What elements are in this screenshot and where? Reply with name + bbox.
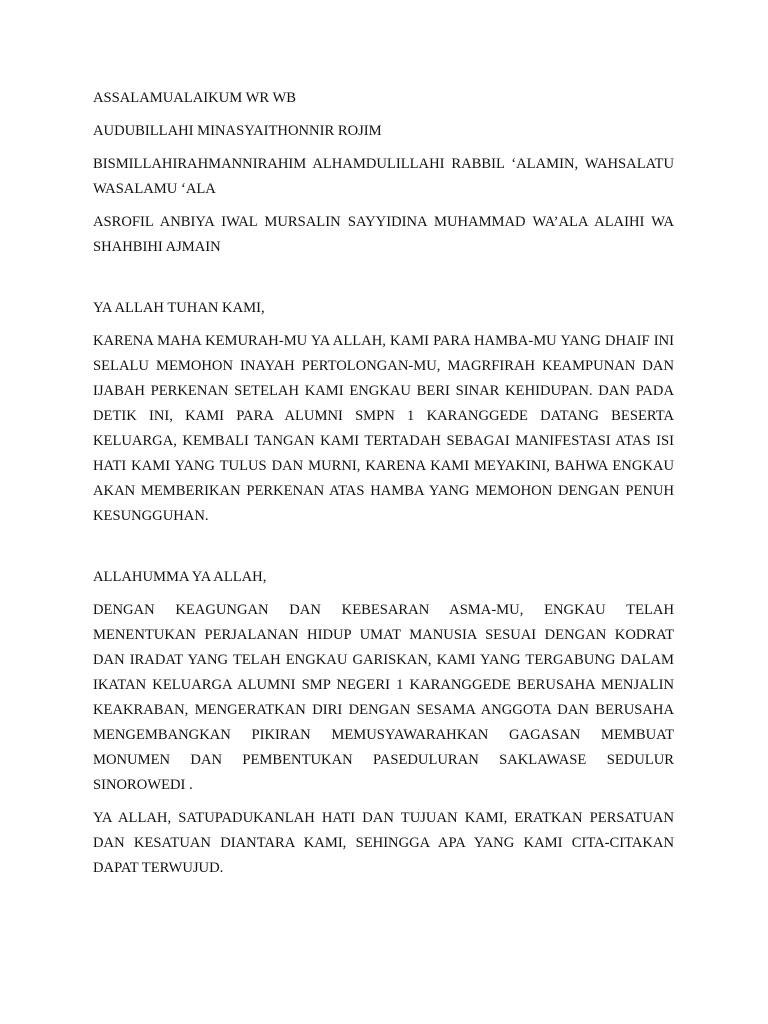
shalawat-paragraph: ASROFIL ANBIYA IWAL MURSALIN SAYYIDINA MUHAMMAD WA’ALA ALAIHI WA SHAHBIHI AJMAIN xyxy=(93,214,674,255)
prayer-paragraph-2: DENGAN KEAGUNGAN DAN KEBESARAN ASMA-MU, ENGKAU TELAH MENENTUKAN PERJALANAN HIDUP UMAT MANUSIA SESUAI DENGAN KODRAT DAN IRADAT YANG TELAH ENGKAU GARISKAN, KAMI YANG TERGABUNG DALAM IKATAN KELUARGA ALUMNI SMP NEGERI 1 KARANGGEDE BERUSAHA MENJALIN KEAKRABAN, MENGERATKAN DIRI DENGAN SESAMA ANGGOTA DAN BERUSAHA MENGEMBANGKAN PIKIRAN MEMUSYAWARAHKAN GAGASAN MEMBUAT MONUMEN DAN PEMBENTUKAN PASEDULURAN SAKLAWASE SEDULUR SINOROWEDI . xyxy=(93,602,674,793)
document-body xyxy=(93,86,674,889)
prayer-paragraph-3: YA ALLAH, SATUPADUKANLAH HATI DAN TUJUAN KAMI, ERATKAN PERSATUAN DAN KESATUAN DIANTARA KAMI, SEHINGGA APA YANG KAMI CITA-CITAKAN DAPAT TERWUJUD. xyxy=(93,810,674,876)
greeting-line: ASSALAMUALAIKUM WR WB xyxy=(93,90,296,106)
prayer-heading-2: ALLAHUMMA YA ALLAH, xyxy=(93,569,267,585)
basmalah-paragraph: BISMILLAHIRAHMANNIRAHIM ALHAMDULILLAHI RABBIL ‘ALAMIN, WAHSALATU WASALAMU ‘ALA xyxy=(93,156,674,197)
taawudz-line: AUDUBILLAHI MINASYAITHONNIR ROJIM xyxy=(93,123,382,139)
prayer-heading-1: YA ALLAH TUHAN KAMI, xyxy=(93,300,265,316)
prayer-paragraph-1: KARENA MAHA KEMURAH-MU YA ALLAH, KAMI PARA HAMBA-MU YANG DHAIF INI SELALU MEMOHON INAYAH PERTOLONGAN-MU, MAGRFIRAH KEAMPUNAN DAN IJABAH PERKENAN SETELAH KAMI ENGKAU BERI SINAR KEHIDUPAN. DAN PADA DETIK INI, KAMI PARA ALUMNI SMPN 1 KARANGGEDE DATANG BESERTA KELUARGA, KEMBALI TANGAN KAMI TERTADAH SEBAGAI MANIFESTASI ATAS ISI HATI KAMI YANG TULUS DAN MURNI, KARENA KAMI MEYAKINI, BAHWA ENGKAU AKAN MEMBERIKAN PERKENAN ATAS HAMBA YANG MEMOHON DENGAN PENUH KESUNGGUHAN. xyxy=(93,333,674,524)
